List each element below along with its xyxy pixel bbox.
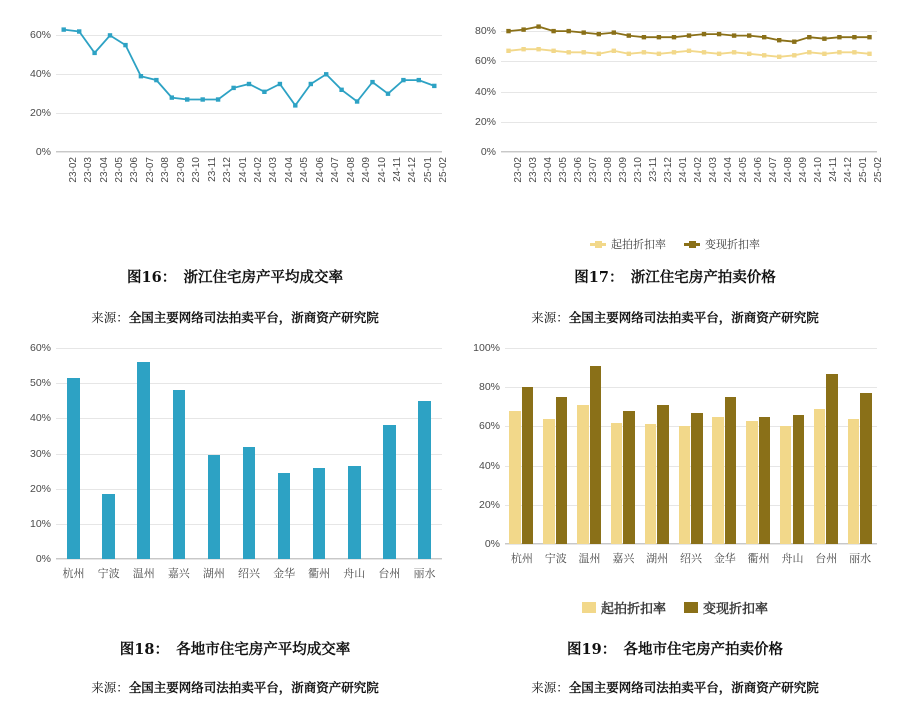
x-axis-tick-label: 23-09 [175,157,187,183]
data-point-marker [386,92,390,96]
x-axis-tick-label: 23-03 [83,157,95,183]
figure-17-caption: 图17： 浙江住宅房产拍卖价格 [574,269,776,286]
figure-19-panel [465,340,885,695]
bar [418,401,431,559]
data-point-marker [582,30,586,34]
x-axis-tick-label: 23-05 [114,157,126,183]
data-point-marker [417,78,421,82]
figure-18-source-text: 全国主要网络司法拍卖平台，浙商资产研究院 [128,680,379,695]
gridline [56,418,442,419]
x-axis-tick-label: 舟山 [343,568,366,580]
figure-16-source [20,308,450,326]
x-axis-tick-label: 金华 [273,568,296,580]
data-point-marker [62,27,66,31]
bar [860,393,872,544]
y-axis-tick-label: 100% [473,342,500,354]
y-axis-tick-label: 0% [35,146,51,158]
bar [243,447,256,560]
line-series-group [501,16,877,152]
data-point-marker [672,50,676,54]
x-axis-tick-label: 24-04 [723,157,735,183]
bar [208,455,221,559]
gridline [501,152,877,153]
data-point-marker [687,49,691,53]
figure-18-source-prefix: 来源： [91,680,129,695]
bar [543,419,555,544]
data-point-marker [732,50,736,54]
data-point-marker [324,72,328,76]
x-axis-tick-label: 24-06 [753,157,765,183]
figure-16-source-text: 全国主要网络司法拍卖平台，浙商资产研究院 [128,310,379,325]
legend-item [684,236,760,252]
data-point-marker [355,99,359,103]
bar [611,423,623,545]
bar [383,425,396,559]
legend-label: 起拍折扣率 [611,238,666,251]
figure-18-chart [20,340,450,585]
plot-area [29,342,442,580]
x-axis-tick-label: 丽水 [849,553,872,565]
data-point-marker [170,95,174,99]
data-point-marker [822,52,826,56]
x-axis-tick-label: 舟山 [781,553,804,565]
figure-17-panel [465,8,885,325]
x-axis-tick-label: 25-01 [422,157,434,183]
y-axis-tick-label: 60% [29,342,51,354]
data-point-marker [309,82,313,86]
data-point-marker [837,50,841,54]
x-axis-tick-label: 23-04 [542,157,554,183]
x-axis-tick-label: 衢州 [308,568,331,580]
data-point-marker [339,88,343,92]
figure-19-source [465,678,885,696]
data-point-marker [216,97,220,101]
figure-17-chart [465,8,885,208]
x-axis-tick-label: 23-08 [602,157,614,183]
data-point-marker [747,33,751,37]
figure-17-source-text: 全国主要网络司法拍卖平台，浙商资产研究院 [568,310,819,325]
y-axis-tick-label: 50% [29,377,51,390]
x-axis-tick-label: 23-09 [617,157,629,183]
data-point-marker [777,55,781,59]
legend-swatch [590,243,606,246]
x-axis-tick-label: 24-02 [253,157,264,183]
x-axis-tick-label: 23-11 [647,157,659,182]
x-axis-tick-label: 23-12 [662,157,674,183]
data-point-marker [852,50,856,54]
y-axis-tick-label: 20% [474,115,496,128]
data-point-marker [627,33,631,37]
x-axis-tick-label: 宁波 [97,568,120,580]
x-axis-tick-label: 25-02 [438,157,450,183]
x-axis-tick-label: 24-12 [407,157,419,183]
x-axis-tick-label: 嘉兴 [612,553,635,565]
legend-label: 起拍折扣率 [600,602,666,617]
x-axis-tick-label: 24-02 [693,157,704,183]
data-point-marker [807,50,811,54]
data-point-marker [92,51,96,55]
figure-19-legend [465,598,885,617]
y-axis-tick-label: 60% [478,420,500,433]
bar [623,411,635,544]
x-axis-tick-label: 23-02 [512,157,524,183]
data-point-marker [597,52,601,56]
x-axis-tick-label: 24-12 [843,157,855,183]
x-axis-tick-label: 24-03 [268,157,280,183]
data-point-marker [247,82,251,86]
y-axis-tick-label: 40% [29,412,51,425]
data-point-marker [732,33,736,37]
bar [590,366,602,544]
data-point-marker [717,32,721,36]
x-axis-tick-label: 温州 [132,568,155,580]
data-point-marker [702,50,706,54]
data-point-marker [77,29,81,33]
data-point-marker [567,29,571,33]
bar [657,405,669,544]
data-point-marker [792,53,796,57]
figure-18-source [20,678,450,696]
data-point-marker [702,32,706,36]
bar [645,424,657,544]
x-axis-tick-label: 24-05 [299,157,311,183]
data-point-marker [612,49,616,53]
data-point-marker [278,82,282,86]
bar [67,378,80,559]
data-point-marker [521,27,525,31]
data-point-marker [822,37,826,41]
figure-17-legend [465,236,885,252]
figure-17-source-prefix: 来源： [531,310,569,325]
gridline [56,348,442,349]
data-point-marker [657,35,661,39]
x-axis-tick-label: 23-05 [557,157,569,183]
legend-item [684,598,768,617]
data-point-marker [687,33,691,37]
bar [691,413,703,544]
data-point-marker [108,33,112,37]
y-axis-tick-label: 10% [29,517,51,530]
y-axis-tick-label: 30% [29,447,51,460]
data-point-marker [807,35,811,39]
bar [556,397,568,544]
y-axis-tick-label: 0% [480,146,496,158]
figure-17-source [465,308,885,326]
data-point-marker [401,78,405,82]
data-point-marker [432,84,436,88]
gridline [505,387,877,388]
legend-label: 变现折扣率 [703,602,769,617]
bar [793,415,805,544]
x-axis-tick-label: 24-11 [391,157,403,182]
data-point-marker [139,74,143,78]
x-axis-tick-label: 湖州 [202,568,225,580]
y-axis-tick-label: 40% [29,68,51,81]
figure-19-chart [465,340,885,570]
x-axis-tick-label: 23-04 [98,157,110,183]
x-axis-tick-label: 24-11 [828,157,840,182]
y-axis-tick-label: 20% [29,482,51,495]
x-axis-tick-label: 23-07 [144,157,156,183]
x-axis-tick-label: 宁波 [544,553,567,565]
data-point-marker [231,86,235,90]
figure-16-caption: 图16： 浙江住宅房产平均成交率 [127,269,343,286]
x-axis-tick-label: 24-06 [314,157,326,183]
data-point-marker [762,53,766,57]
x-axis-tick-label: 24-07 [330,157,342,183]
data-point-marker [657,52,661,56]
bar [522,387,534,544]
x-axis-tick-label: 24-03 [708,157,720,183]
y-axis-tick-label: 60% [474,55,496,68]
bar [577,405,589,544]
legend-swatch [684,602,698,613]
x-axis-tick-label: 绍兴 [238,568,260,580]
data-point-marker [627,52,631,56]
data-point-marker [293,103,297,107]
data-point-marker [551,49,555,53]
data-point-marker [201,97,205,101]
data-point-marker [642,35,646,39]
data-point-marker [185,97,189,101]
bar [348,466,361,559]
bar [848,419,860,544]
x-axis-tick-label: 丽水 [413,568,436,580]
y-axis-tick-label: 40% [474,85,496,98]
data-point-marker [867,35,871,39]
x-axis-tick-label: 23-08 [160,157,172,183]
y-axis-tick-label: 60% [29,29,51,42]
data-point-marker [567,50,571,54]
figure-18-panel [20,340,450,695]
y-axis-tick-label: 0% [35,553,51,565]
y-axis-tick-label: 40% [478,459,500,472]
x-axis-tick-label: 23-02 [67,157,79,183]
data-point-marker [837,35,841,39]
bar [173,390,186,559]
bar [278,473,291,559]
x-axis-tick-label: 24-01 [677,157,689,183]
bar [759,417,771,544]
bar [725,397,737,544]
bar [509,411,521,544]
x-axis-tick-label: 24-01 [237,157,249,183]
data-point-marker [370,80,374,84]
x-axis-tick-label: 23-10 [632,157,644,183]
x-axis-tick-label: 23-11 [206,157,218,182]
x-axis-tick-label: 24-09 [361,157,373,183]
x-axis-tick-label: 23-06 [129,157,141,183]
data-point-marker [123,43,127,47]
y-axis-tick-label: 0% [484,538,500,550]
data-point-marker [506,29,510,33]
x-axis-tick-label: 24-10 [813,157,825,183]
gridline [505,544,877,545]
legend-item [590,236,666,252]
gridline [56,383,442,384]
legend-label: 变现折扣率 [705,238,760,251]
x-axis-tick-label: 24-08 [345,157,357,183]
x-axis-tick-label: 台州 [815,553,838,565]
data-point-marker [717,52,721,56]
gridline [56,559,442,560]
y-axis-tick-label: 20% [478,498,500,511]
data-point-marker [154,78,158,82]
x-axis-tick-label: 24-07 [768,157,780,183]
data-point-marker [672,35,676,39]
data-point-marker [521,47,525,51]
x-axis-tick-label: 杭州 [62,568,85,580]
y-axis-tick-label: 80% [474,25,496,38]
gridline [505,348,877,349]
x-axis-tick-label: 24-05 [738,157,750,183]
x-axis-tick-label: 23-10 [191,157,203,183]
gridline [56,152,442,153]
figure-19-source-text: 全国主要网络司法拍卖平台，浙商资产研究院 [568,680,819,695]
data-point-marker [551,29,555,33]
bar [712,417,724,544]
y-axis-tick-label: 20% [29,107,51,120]
bar [814,409,826,544]
x-axis-tick-label: 24-08 [783,157,795,183]
data-point-marker [867,52,871,56]
plot-area [473,342,877,565]
figure-19-caption: 图19： 各地市住宅房产拍卖价格 [567,641,783,658]
data-point-marker [777,38,781,42]
x-axis-tick-label: 杭州 [510,553,533,565]
figure-16-chart [20,8,450,208]
data-point-marker [582,50,586,54]
bar [746,421,758,545]
bar [826,374,838,545]
data-point-marker [792,40,796,44]
x-axis-tick-label: 23-12 [222,157,234,183]
figure-18-caption: 图18： 各地市住宅房产平均成交率 [119,641,351,658]
x-axis-tick-label: 23-06 [572,157,584,183]
x-axis-tick-label: 温州 [578,553,601,565]
legend-swatch [582,602,596,613]
x-axis-tick-label: 23-03 [527,157,539,183]
x-axis-tick-label: 绍兴 [680,553,702,565]
figure-16-panel [20,8,450,325]
plot-area [29,16,450,183]
y-axis-tick-label: 80% [478,381,500,394]
data-point-marker [262,90,266,94]
data-point-marker [762,35,766,39]
figure-16-source-prefix: 来源： [91,310,129,325]
x-axis-tick-label: 嘉兴 [167,568,190,580]
x-axis-tick-label: 24-04 [283,157,295,183]
line-series-group [56,16,442,152]
x-axis-tick-label: 衢州 [747,553,770,565]
bar [313,468,326,559]
x-axis-tick-label: 台州 [378,568,401,580]
data-point-marker [506,49,510,53]
x-axis-tick-label: 湖州 [646,553,669,565]
figure-19-source-prefix: 来源： [531,680,569,695]
data-point-marker [747,52,751,56]
bar [102,494,115,559]
x-axis-tick-label: 24-10 [376,157,388,183]
x-axis-tick-label: 25-02 [873,157,885,183]
data-point-marker [612,30,616,34]
data-point-marker [852,35,856,39]
data-point-marker [536,24,540,28]
plot-area [474,16,885,183]
data-point-marker [536,47,540,51]
data-point-marker [597,32,601,36]
legend-swatch [684,243,700,246]
x-axis-tick-label: 24-09 [798,157,810,183]
bar [137,362,150,559]
bar [679,426,691,544]
x-axis-tick-label: 23-07 [587,157,599,183]
x-axis-tick-label: 金华 [713,553,736,565]
bar [780,426,792,544]
x-axis-tick-label: 25-01 [858,157,870,183]
line-path [64,30,435,106]
legend-item [582,598,666,617]
data-point-marker [642,50,646,54]
